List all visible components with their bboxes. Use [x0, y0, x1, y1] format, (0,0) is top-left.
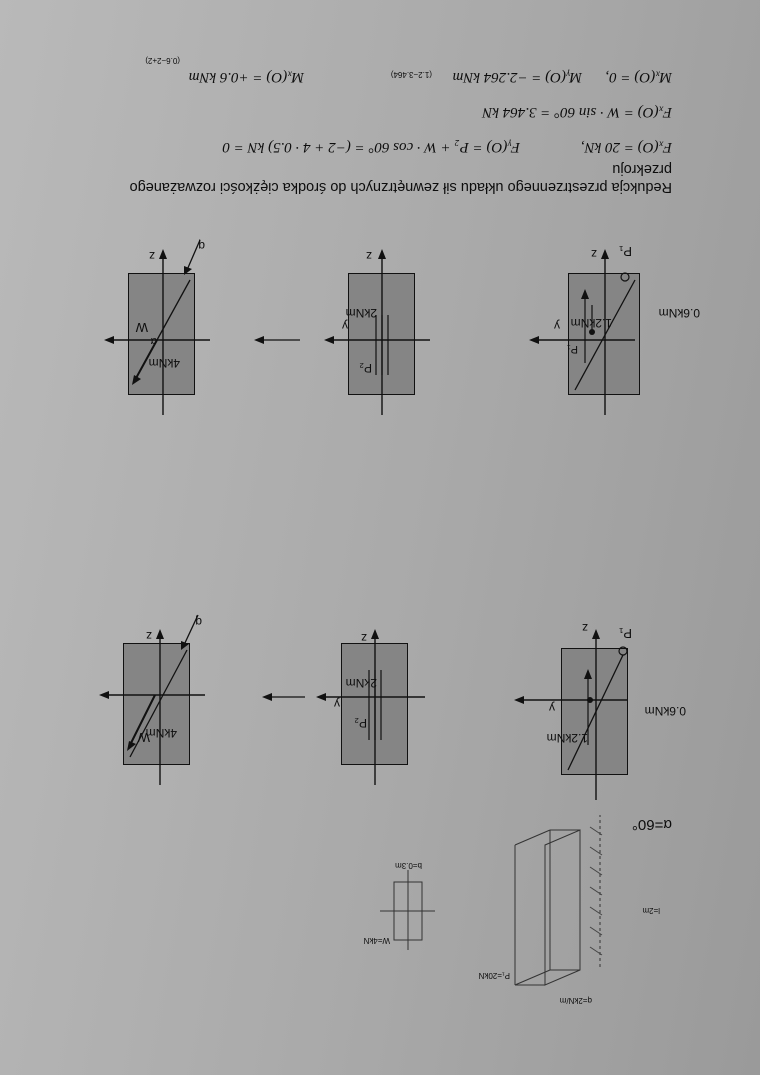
label-y-a: y	[549, 701, 555, 715]
label-z-3: z	[149, 249, 155, 263]
label-alpha: α	[150, 335, 157, 347]
equation-mx: Mₓ(O) = 0,	[605, 69, 672, 85]
label-m06: 0.6kNm	[658, 306, 700, 320]
column-label-w: W=4kN	[363, 936, 390, 945]
equation-my-note: (1.2−3.464)	[390, 70, 432, 79]
heading-line-2: przekroju	[612, 161, 672, 177]
label-y-2: y	[342, 319, 348, 333]
equation-mz-note: (0.6−2+2)	[145, 56, 180, 65]
label-q: q	[198, 239, 205, 253]
column-label-top: q=2kN/m	[559, 996, 592, 1005]
label-m4-a: 4kNm	[145, 726, 177, 740]
label-z-a: z	[582, 621, 588, 635]
label-p2: P₂	[359, 361, 372, 375]
heading-line-1: Redukcja przestrzennego układu sił zewnętrznych do środka ciężkości rozważanego	[129, 179, 672, 195]
label-w: W	[135, 320, 148, 335]
equation-mz: Mₓ(O) = +0.6 kNm	[188, 69, 304, 85]
equation-fz: Fₓ(O) = W · sin 60° = 3.464 kN	[482, 104, 672, 120]
label-z: z	[591, 247, 597, 261]
label-m4: 4kNm	[148, 356, 180, 370]
label-p1-a: P₁	[618, 626, 632, 641]
label-m12: 1.2kNm	[570, 316, 612, 330]
column-label-p1: P₁=20kN	[478, 971, 510, 980]
label-q-a: q	[195, 615, 202, 629]
label-m2-a: 2kNm	[345, 676, 377, 690]
label-m2: 2kNm	[345, 306, 377, 320]
equation-fx: Fₓ(O) = 20 kN,	[580, 139, 672, 155]
label-y-2a: y	[334, 697, 340, 711]
label-m12-a: 1.2kNm	[546, 731, 588, 745]
label-z-3a: z	[146, 629, 152, 643]
label-p1-inner: P₁	[566, 343, 578, 355]
column-label-side: l=2m	[642, 906, 660, 915]
equation-fy: Fᵧ(O) = P₂ + W · cos 60° = (−2 + 4 · 0.5) kN = 0	[222, 139, 520, 155]
label-p1: P₁	[618, 244, 632, 259]
equation-my: Mᵧ(O) = −2.264 kNm	[452, 69, 582, 85]
column-label-b: b=0.3m	[395, 861, 422, 870]
label-w-a: W	[137, 730, 150, 745]
label-y: y	[554, 319, 560, 333]
label-z-2a: z	[361, 631, 367, 645]
angle-label: α=60°	[631, 816, 672, 833]
label-m06-a: 0.6kNm	[644, 704, 686, 718]
label-z-2: z	[366, 249, 372, 263]
label-p2-a: P₂	[354, 716, 367, 730]
